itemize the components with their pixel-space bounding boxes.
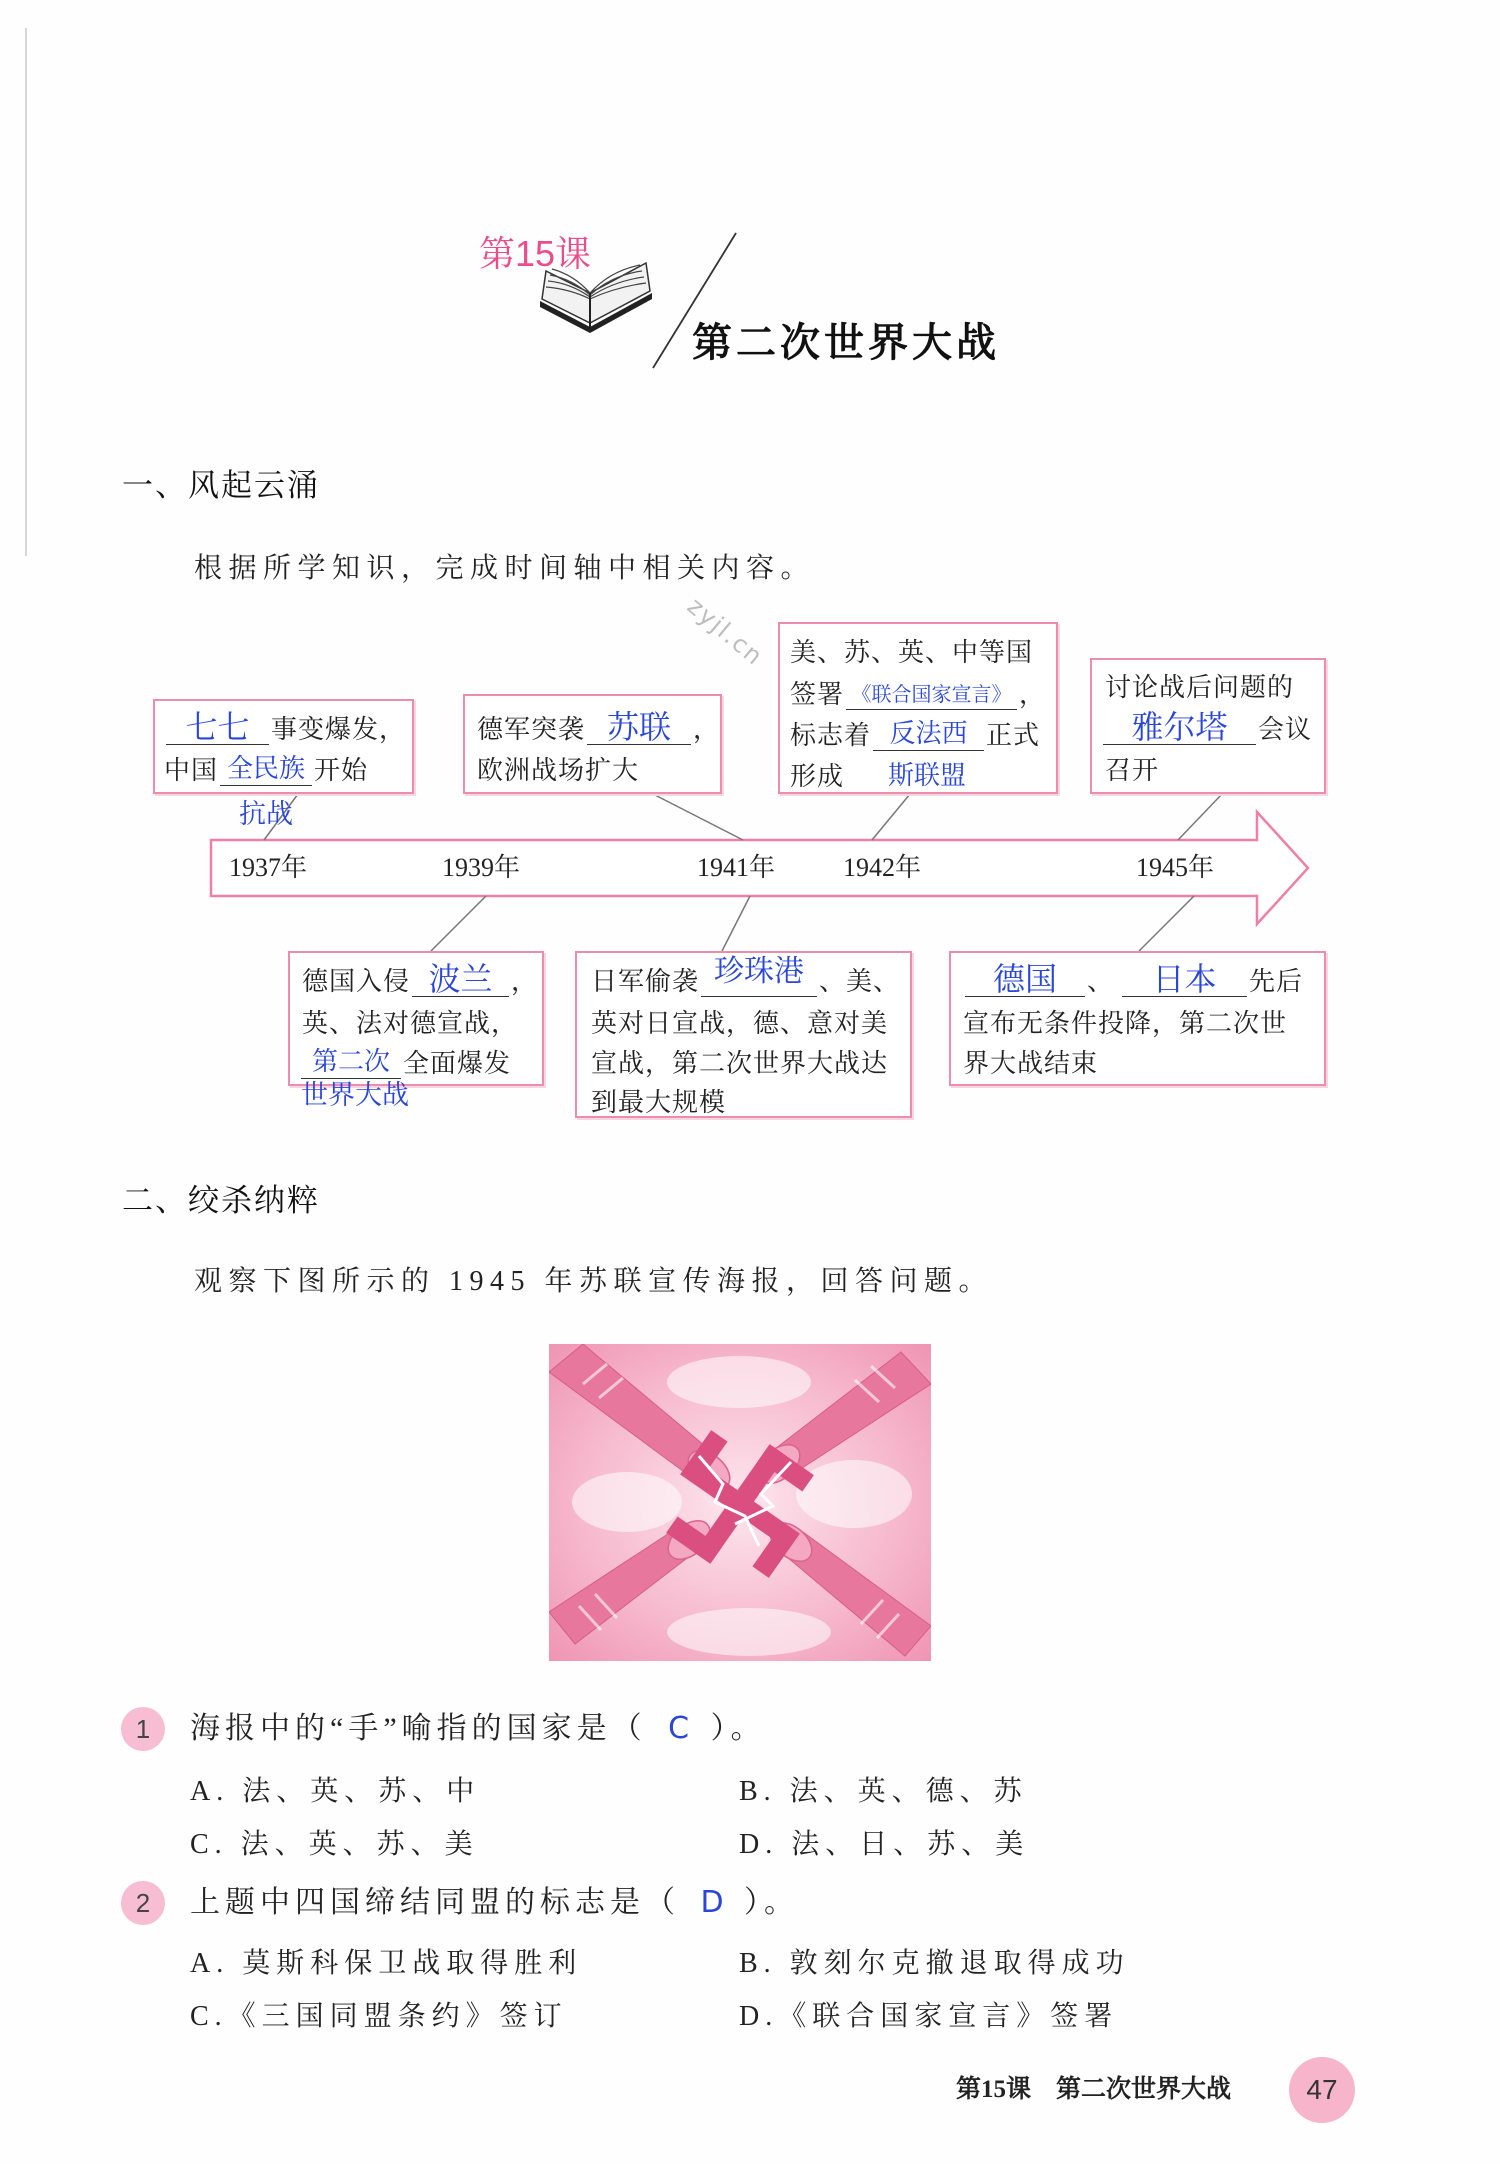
handwritten-answer: 雅尔塔 xyxy=(1131,708,1228,746)
event-text: ， xyxy=(693,715,721,744)
option-d: D.《联合国家宣言》签署 xyxy=(739,2001,1119,2032)
answer-blank xyxy=(873,715,984,751)
event-text: 开始 xyxy=(314,756,369,785)
handwritten-answer: D xyxy=(700,1885,724,1920)
option-b: B. 敦刻尔克撤退取得成功 xyxy=(739,1948,1130,1979)
event-text: 中国 xyxy=(164,756,219,785)
event-text: 美、苏、英、中等国 xyxy=(790,638,1034,667)
event-line xyxy=(302,1001,518,1039)
handwritten-answer: 波兰 xyxy=(428,960,493,998)
answer-blank xyxy=(701,954,817,997)
answer-blank xyxy=(1122,961,1247,997)
event-line xyxy=(299,1041,511,1079)
question-number: 1 xyxy=(135,1713,151,1744)
handwritten-answer: C xyxy=(668,1711,690,1746)
event-line xyxy=(963,1001,1287,1039)
event-text: 会议 xyxy=(1258,715,1313,744)
connector-line xyxy=(1139,896,1194,951)
timeline-year: 1939年 xyxy=(442,853,521,882)
event-text: 全面爆发 xyxy=(403,1049,512,1078)
question-text-close: ）。 xyxy=(710,1712,766,1745)
section-1-instruction: 根据所学知识，完成时间轴中相关内容。 xyxy=(194,553,816,584)
event-line xyxy=(1105,748,1159,786)
event-text: ， xyxy=(1019,680,1047,709)
connector-line xyxy=(722,896,750,951)
watermark-text: zyjl.cn xyxy=(682,592,770,672)
event-text: 事变爆发， xyxy=(271,715,407,744)
answer-blank xyxy=(587,709,691,745)
timeline-year: 1945年 xyxy=(1136,853,1215,882)
event-text: 宣战，第二次世界大战达 xyxy=(591,1049,889,1078)
answer-blank xyxy=(301,1043,401,1079)
question-number: 2 xyxy=(135,1887,151,1918)
propaganda-poster-image xyxy=(549,1344,931,1661)
answer-blank xyxy=(166,709,269,745)
event-line xyxy=(302,959,538,997)
timeline-year: 1942年 xyxy=(843,853,922,882)
lesson-title: 第二次世界大战 xyxy=(692,321,1000,365)
connector-line xyxy=(872,794,910,840)
event-line xyxy=(591,1041,888,1079)
handwritten-answer: 七七 xyxy=(185,708,250,746)
event-box-1945-surrender xyxy=(949,951,1326,1086)
option-c: C.《三国同盟条约》签订 xyxy=(190,2001,568,2032)
event-line xyxy=(1101,707,1312,745)
section-2-instruction: 观察下图所示的 1945 年苏联宣传海报，回答问题。 xyxy=(194,1266,994,1297)
event-line xyxy=(790,672,1046,710)
option-c: C. 法、英、苏、美 xyxy=(190,1829,479,1860)
question-1-stem xyxy=(190,1708,766,1750)
event-text: 形成 xyxy=(790,762,845,791)
event-text: 先后 xyxy=(1249,967,1304,996)
scan-margin-line xyxy=(25,28,27,556)
event-text: 界大战结束 xyxy=(963,1049,1099,1078)
event-text: 德国入侵 xyxy=(302,967,411,996)
question-text-close: ）。 xyxy=(744,1886,799,1919)
answer-blank xyxy=(1103,709,1256,745)
event-line xyxy=(1105,665,1294,703)
event-box-1941-ussr xyxy=(463,694,722,794)
event-box-1937 xyxy=(153,699,414,794)
option-a: A. 莫斯科保卫战取得胜利 xyxy=(190,1948,583,1979)
event-line xyxy=(591,954,901,997)
connector-line xyxy=(1178,794,1222,840)
section-2-heading: 二、绞杀纳粹 xyxy=(122,1183,320,1218)
event-text: 到最大规模 xyxy=(591,1088,727,1117)
event-line xyxy=(477,748,639,786)
event-text: 签署 xyxy=(790,680,845,709)
connector-line xyxy=(653,794,743,840)
event-text: 正式 xyxy=(986,721,1041,750)
event-text: ， xyxy=(511,967,539,996)
option-a: A. 法、英、苏、中 xyxy=(190,1776,481,1807)
option-d: D. 法、日、苏、美 xyxy=(739,1829,1030,1860)
event-box-1945-yalta xyxy=(1090,658,1326,794)
question-text: 上题中四国缔结同盟的标志是（ xyxy=(190,1886,680,1919)
handwritten-answer: 第二次 xyxy=(311,1047,390,1077)
event-line xyxy=(790,713,1040,751)
event-box-1941-pearl-harbor xyxy=(575,951,912,1118)
question-text: 海报中的“手”喻指的国家是（ xyxy=(190,1712,647,1745)
handwritten-answer: 斯联盟 xyxy=(888,761,967,791)
event-text: 召开 xyxy=(1105,756,1160,785)
answer-blank xyxy=(965,961,1085,997)
timeline-year: 1937年 xyxy=(229,853,308,882)
answer-blank xyxy=(412,961,509,997)
event-line xyxy=(963,1041,1098,1079)
handwritten-answer: 反法西 xyxy=(889,719,968,749)
answer-blank xyxy=(846,674,1017,710)
event-text: 标志着 xyxy=(790,721,872,750)
connector-line xyxy=(431,896,486,951)
event-line xyxy=(591,1001,888,1039)
event-line xyxy=(790,630,1033,668)
lesson-number: 第15课 xyxy=(479,233,592,274)
handwritten-answer: 德国 xyxy=(992,960,1057,998)
event-line xyxy=(164,748,368,786)
event-line xyxy=(164,707,406,745)
handwritten-answer: 抗战 xyxy=(239,799,293,830)
page-number-badge xyxy=(1289,2057,1355,2123)
event-line xyxy=(591,1080,726,1118)
running-footer-title: 第15课 第二次世界大战 xyxy=(956,2076,1232,2103)
event-line xyxy=(963,959,1303,997)
event-box-1942 xyxy=(778,622,1058,794)
handwritten-answer: 《联合国家宣言》 xyxy=(851,682,1012,706)
answer-blank xyxy=(220,750,312,786)
handwritten-answer: 日本 xyxy=(1152,960,1217,998)
event-text: 德军突袭 xyxy=(477,715,586,744)
event-text: 宣布无条件投降，第二次世 xyxy=(963,1009,1288,1038)
event-text: 、 xyxy=(1087,967,1115,996)
event-box-1939 xyxy=(288,951,544,1086)
handwritten-answer: 全民族 xyxy=(227,754,306,784)
timeline-year: 1941年 xyxy=(697,853,776,882)
event-text: 欧洲战场扩大 xyxy=(477,756,640,785)
event-text: 英对日宣战，德、意对美 xyxy=(591,1009,889,1038)
event-text: 日军偷袭 xyxy=(591,967,700,996)
event-text: 讨论战后问题的 xyxy=(1105,673,1295,702)
event-line xyxy=(477,707,720,745)
question-number-badge xyxy=(121,1881,165,1925)
event-line xyxy=(790,754,966,792)
section-1-heading: 一、风起云涌 xyxy=(122,468,320,503)
event-text: 英、法对德宣战， xyxy=(302,1009,519,1038)
handwritten-answer: 苏联 xyxy=(607,708,672,746)
handwritten-answer: 珍珠港 xyxy=(714,954,805,989)
page-number: 47 xyxy=(1306,2074,1338,2105)
option-b: B. 法、英、德、苏 xyxy=(739,1776,1028,1807)
question-2-stem xyxy=(190,1882,799,1924)
question-number-badge xyxy=(121,1707,165,1751)
event-text: 、美、 xyxy=(819,967,901,996)
handwritten-answer: 世界大战 xyxy=(301,1080,409,1111)
